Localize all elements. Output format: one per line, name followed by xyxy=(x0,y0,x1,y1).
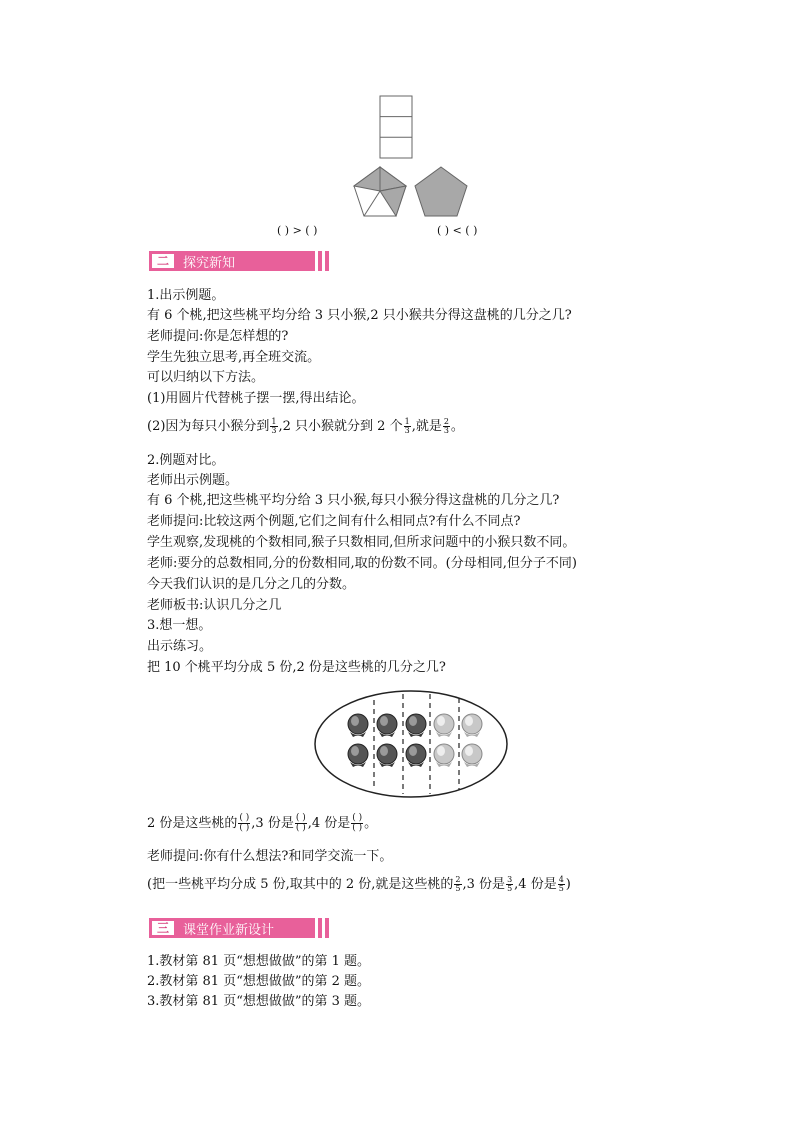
section-number: 二 xyxy=(151,253,175,269)
homework-item: 3.教材第 81 页“想想做做”的第 3 题。 xyxy=(147,994,371,1009)
peach-icon xyxy=(377,744,397,767)
fraction-two-fifths: $\frac{2}{5}$ xyxy=(455,875,461,893)
text-line: 1.出示例题。 xyxy=(147,288,225,303)
fraction-four-fifths: $\frac{4}{5}$ xyxy=(558,875,564,893)
fraction-one-third: $\frac{1}{3}$ xyxy=(404,417,410,435)
peach-icon xyxy=(348,714,368,737)
text-segment: ,4 份是 xyxy=(307,816,351,831)
figure-area xyxy=(340,92,540,222)
compare-right: ( ) < ( ) xyxy=(437,224,478,237)
section-stripes xyxy=(311,251,332,271)
text-segment: ) xyxy=(565,877,571,892)
text-line: 2.例题对比。 xyxy=(147,453,225,468)
peach-icon xyxy=(348,744,368,767)
fraction-one-third: $\frac{1}{3}$ xyxy=(271,417,277,435)
stacked-rectangle xyxy=(380,96,412,158)
text-line-with-fractions xyxy=(147,876,571,894)
pentagon-full xyxy=(415,167,467,216)
text-line: 老师提问:你有什么想法?和同学交流一下。 xyxy=(147,849,393,864)
peach-icon xyxy=(462,744,482,767)
text-line: 老师提问:你是怎样想的? xyxy=(147,329,289,344)
section-header-homework xyxy=(149,918,332,938)
peach-icon xyxy=(406,744,426,767)
section-header-explore xyxy=(149,251,332,271)
section-number: 三 xyxy=(151,920,175,936)
text-line: 老师:要分的总数相同,分的份数相同,取的份数不同。(分母相同,但分子不同) xyxy=(147,556,577,571)
text-line: (1)用圆片代替桃子摆一摆,得出结论。 xyxy=(147,391,365,406)
text-line: 把 10 个桃平均分成 5 份,2 份是这些桃的几分之几? xyxy=(147,660,446,675)
fraction-three-fifths: $\frac{3}{5}$ xyxy=(507,875,513,893)
text-line-with-fractions xyxy=(147,814,377,833)
peach-icon xyxy=(434,714,454,737)
text-segment: ,4 份是 xyxy=(514,877,557,892)
text-line: 可以归纳以下方法。 xyxy=(147,370,265,385)
text-line: 有 6 个桃,把这些桃平均分给 3 只小猴,每只小猴分得这盘桃的几分之几? xyxy=(147,493,560,508)
text-line: 3.想一想。 xyxy=(147,618,212,633)
text-line-with-fractions xyxy=(147,418,464,436)
text-line: 出示练习。 xyxy=(147,639,213,654)
peach-icon xyxy=(434,744,454,767)
text-line: 学生先独立思考,再全班交流。 xyxy=(147,350,321,365)
text-line: 学生观察,发现桃的个数相同,猴子只数相同,但所求问题中的小猴只数不同。 xyxy=(147,535,576,550)
text-segment: ,就是 xyxy=(411,419,442,434)
compare-left: ( ) > ( ) xyxy=(277,224,318,237)
text-line: 老师出示例题。 xyxy=(147,473,239,488)
section-stripes xyxy=(311,918,332,938)
text-segment: (2)因为每只小猴分到 xyxy=(147,419,270,434)
fraction-blank: $\frac{( )}{( )}$ xyxy=(295,813,306,833)
text-line: 老师提问:比较这两个例题,它们之间有什么相同点?有什么不同点? xyxy=(147,514,521,529)
section-title: 探究新知 xyxy=(183,255,236,271)
homework-item: 1.教材第 81 页“想想做做”的第 1 题。 xyxy=(147,954,371,969)
text-line: 有 6 个桃,把这些桃平均分给 3 只小猴,2 只小猴共分得这盘桃的几分之几? xyxy=(147,308,572,323)
peach-icon xyxy=(462,714,482,737)
text-segment: (把一些桃平均分成 5 份,取其中的 2 份,就是这些桃的 xyxy=(147,877,454,892)
peach-icon xyxy=(406,714,426,737)
fraction-blank: $\frac{( )}{( )}$ xyxy=(352,813,363,833)
text-segment: ,3 份是 xyxy=(251,816,294,831)
text-line: 今天我们认识的是几分之几的分数。 xyxy=(147,577,356,592)
text-segment: ,2 只小猴就分到 2 个 xyxy=(278,419,403,434)
homework-item: 2.教材第 81 页“想想做做”的第 2 题。 xyxy=(147,974,371,989)
section-title: 课堂作业新设计 xyxy=(183,922,275,938)
text-segment: 。 xyxy=(364,816,378,831)
pentagon-shaded xyxy=(354,167,406,216)
text-segment: ,3 份是 xyxy=(462,877,506,892)
fraction-two-thirds: $\frac{2}{3}$ xyxy=(443,417,449,435)
text-segment: 。 xyxy=(450,419,464,434)
text-segment: 2 份是这些桃的 xyxy=(147,816,238,831)
peach-plate xyxy=(312,688,510,800)
fraction-blank: $\frac{( )}{( )}$ xyxy=(239,813,250,833)
peach-icon xyxy=(377,714,397,737)
text-line: 老师板书:认识几分之几 xyxy=(147,598,282,613)
